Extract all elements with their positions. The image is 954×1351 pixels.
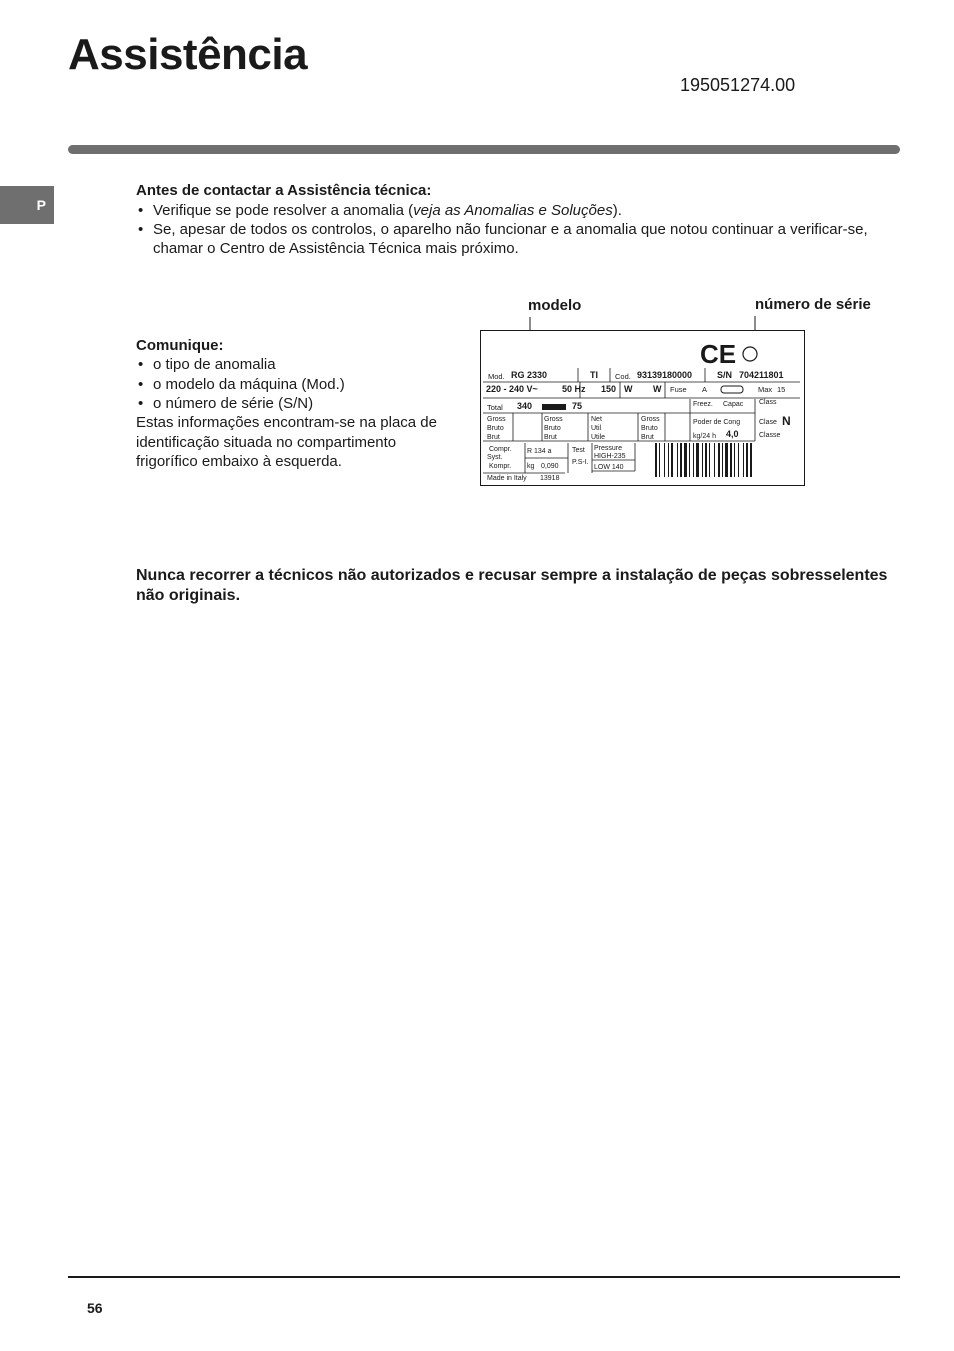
item-text: Verifique se pode resolver a anomalia ( <box>153 202 414 219</box>
svg-text:RG 2330: RG 2330 <box>511 370 548 380</box>
svg-text:Max: Max <box>758 385 773 394</box>
svg-text:13918: 13918 <box>540 475 560 482</box>
barcode-bar <box>664 443 665 477</box>
svg-text:Total: Total <box>487 403 503 412</box>
svg-text:Class: Class <box>759 399 777 406</box>
svg-text:A: A <box>702 385 708 394</box>
svg-text:N: N <box>782 414 791 428</box>
document-code: 195051274.00 <box>680 75 796 95</box>
communicate-heading: Comunique: <box>136 337 224 354</box>
svg-text:220 - 240 V~: 220 - 240 V~ <box>486 384 538 394</box>
warning-text: Nunca recorrer a técnicos não autorizados e recusar sempre a instalação de peças sobresselentes não originais. <box>136 567 888 604</box>
list-item <box>136 201 881 220</box>
svg-text:R 134 a: R 134 a <box>527 448 552 455</box>
before-heading: Antes de contactar a Assistência técnica: <box>136 182 432 199</box>
svg-text:Gross: Gross <box>641 416 660 423</box>
freezer-star-icon <box>542 404 566 410</box>
svg-text:75: 75 <box>572 401 583 411</box>
communicate-list <box>136 355 345 414</box>
communicate-text: Estas informações encontram-se na placa de identificação situada no compartimento frigorífico embaixo à esquerda. <box>136 414 437 470</box>
item-text: ). <box>612 202 622 219</box>
barcode-bar <box>718 443 720 477</box>
svg-text:150: 150 <box>601 384 617 394</box>
svg-text:Util: Util <box>591 425 602 432</box>
svg-text:HIGH-235: HIGH-235 <box>594 453 626 460</box>
barcode-bar <box>750 443 752 477</box>
barcode-bar <box>722 443 723 477</box>
before-list <box>136 201 881 258</box>
svg-text:kg: kg <box>527 463 535 470</box>
item-emphasis: veja as Anomalias e Soluções <box>413 202 613 219</box>
svg-text:Cod.: Cod. <box>615 372 631 381</box>
barcode-bar <box>680 443 682 477</box>
svg-text:4,0: 4,0 <box>726 429 739 439</box>
barcode-bar <box>668 443 669 477</box>
svg-text:Made in Italy: Made in Italy <box>487 475 527 482</box>
list-item: • o modelo da máquina (Mod.) <box>136 375 345 395</box>
svg-text:Brut: Brut <box>487 434 500 441</box>
barcode-bar <box>655 443 657 477</box>
model-callout: modelo <box>528 297 582 314</box>
svg-text:15: 15 <box>777 385 786 394</box>
barcode-bar <box>684 443 687 477</box>
svg-text:340: 340 <box>517 401 533 411</box>
svg-text:Test: Test <box>572 447 585 454</box>
barcode-bar <box>659 443 660 477</box>
svg-text:Bruto: Bruto <box>487 425 504 432</box>
barcode-bar <box>743 443 744 477</box>
footer-divider <box>68 1276 900 1278</box>
barcode-bar <box>671 443 673 477</box>
page-number: 56 <box>87 1300 103 1316</box>
svg-text:Brut: Brut <box>641 434 654 441</box>
barcode-bar <box>730 443 732 477</box>
plug-icon <box>721 386 743 393</box>
barcode-bar <box>702 443 703 477</box>
svg-text:93139180000: 93139180000 <box>637 370 693 380</box>
svg-text:Poder de Cong: Poder de Cong <box>693 419 741 426</box>
svg-text:W: W <box>653 384 662 394</box>
language-tab: P <box>0 186 54 224</box>
barcode-bar <box>689 443 690 477</box>
serial-callout: número de série <box>755 296 871 313</box>
svg-text:Kompr.: Kompr. <box>489 463 512 470</box>
svg-text:Mod.: Mod. <box>488 372 505 381</box>
ce-mark: CE <box>700 339 737 369</box>
svg-text:704211801: 704211801 <box>739 370 784 380</box>
svg-text:Gross: Gross <box>544 416 563 423</box>
svg-text:Freez.: Freez. <box>693 401 713 408</box>
svg-text:Bruto: Bruto <box>641 425 658 432</box>
svg-text:Clase: Clase <box>759 419 777 426</box>
svg-text:Capac: Capac <box>723 401 744 408</box>
svg-text:TI: TI <box>590 370 598 380</box>
svg-text:Compr.: Compr. <box>489 446 512 453</box>
svg-text:Utile: Utile <box>591 434 606 441</box>
list-item: • o número de série (S/N) <box>136 394 345 414</box>
barcode-bar <box>693 443 694 477</box>
svg-text:Classe: Classe <box>759 432 781 439</box>
svg-text:S/N: S/N <box>717 370 733 380</box>
svg-text:W: W <box>624 384 633 394</box>
svg-text:LOW 140: LOW 140 <box>594 464 624 471</box>
barcode-bar <box>725 443 728 477</box>
svg-text:kg/24 h: kg/24 h <box>693 433 716 440</box>
svg-text:0,090: 0,090 <box>541 463 559 470</box>
svg-text:P.S-I.: P.S-I. <box>572 459 589 466</box>
svg-text:Net: Net <box>591 416 602 423</box>
svg-text:Bruto: Bruto <box>544 425 561 432</box>
barcode-bar <box>705 443 707 477</box>
page-title: Assistência <box>68 30 308 79</box>
barcode-bar <box>714 443 715 477</box>
svg-text:Brut: Brut <box>544 434 557 441</box>
rating-plate <box>470 295 815 495</box>
svg-text:Pressure: Pressure <box>594 445 623 452</box>
svg-text:Syst.: Syst. <box>487 454 503 461</box>
barcode-bar <box>696 443 699 477</box>
svg-text:50 Hz: 50 Hz <box>562 384 586 394</box>
barcode-bar <box>738 443 739 477</box>
svg-text:Fuse: Fuse <box>670 385 687 394</box>
list-item: • Se, apesar de todos os controlos, o aparelho não funcionar e a anomalia que notou continuar a verificar-se, chamar o Centro de Assistência Técnica mais próximo. <box>136 220 881 258</box>
list-item: • o tipo de anomalia <box>136 355 345 375</box>
header-divider <box>68 145 900 154</box>
barcode-bar <box>746 443 748 477</box>
barcode-bar <box>734 443 735 477</box>
barcode-bar <box>677 443 678 477</box>
svg-text:Gross: Gross <box>487 416 506 423</box>
barcode-bar <box>709 443 710 477</box>
